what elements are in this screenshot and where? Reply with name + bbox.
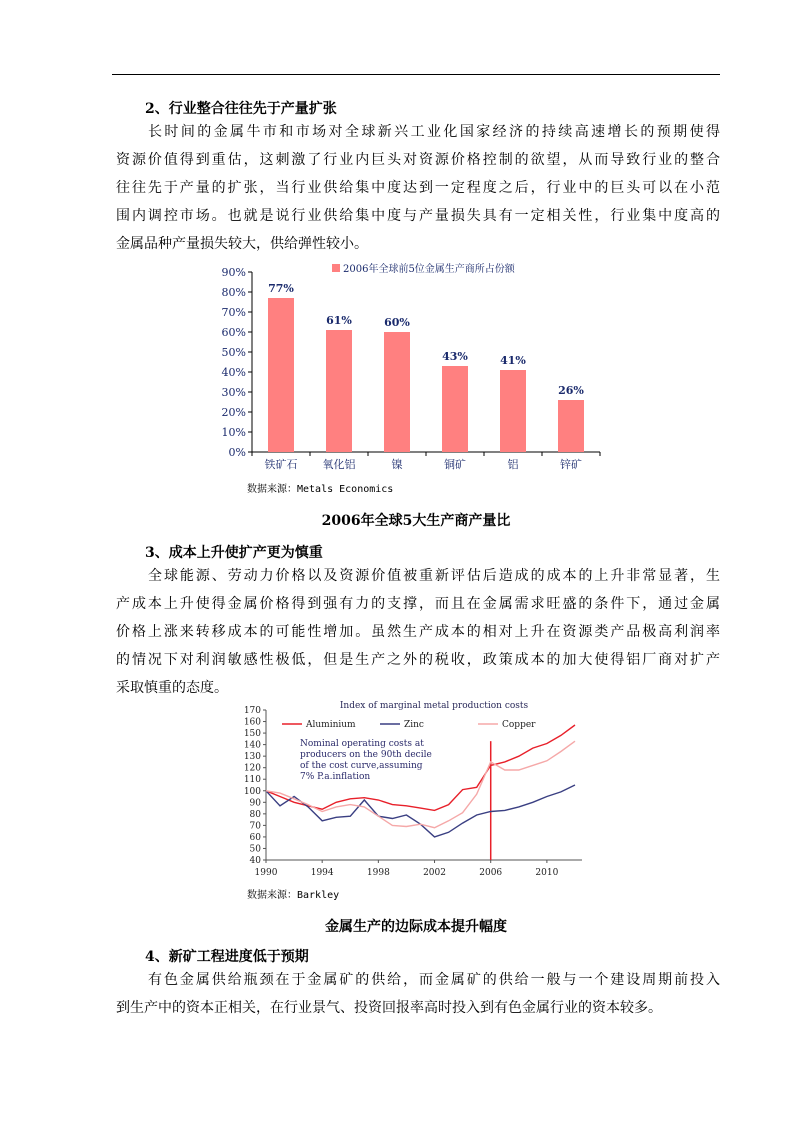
y-tick-label: 40 xyxy=(249,856,261,866)
section-4-paragraph xyxy=(116,966,720,1022)
y-tick-label: 50 xyxy=(249,844,261,855)
x-tick-label: 铁矿石 xyxy=(264,458,298,471)
bar xyxy=(442,366,468,452)
paragraph-line: 全球能源、劳动力价格以及资源价值被重新评估后造成的成本的上升非常显著，生 xyxy=(148,568,720,584)
y-tick-label: 150 xyxy=(243,729,261,740)
legend-swatch xyxy=(332,264,340,272)
y-tick-label: 140 xyxy=(243,740,261,751)
paragraph-line: 价格上涨来转移成本的可能性增加。虽然生产成本的相对上升在资源类产品极高利润率 xyxy=(116,624,720,640)
y-tick-label: 60 xyxy=(249,832,261,843)
x-tick-label: 铝 xyxy=(507,458,519,471)
x-tick-label: 2010 xyxy=(535,868,559,878)
y-tick-label: 60% xyxy=(221,326,246,339)
legend-label: Zinc xyxy=(404,720,424,730)
x-tick-label: 氧化铝 xyxy=(322,458,356,471)
paragraph-line: 有色金属供给瓶颈在于金属矿的供给，而金属矿的供给一般与一个建设周期前投入 xyxy=(148,972,720,988)
line-chart-legend xyxy=(282,720,536,730)
section-4-heading: 4、新矿工程进度低于预期 xyxy=(145,949,309,965)
bar-chart-bars xyxy=(268,282,584,452)
x-tick-label: 1990 xyxy=(254,868,278,878)
bar-data-label: 41% xyxy=(500,354,526,367)
annotation-line: of the cost curve,assuming xyxy=(300,761,423,771)
annotation-line: Nominal operating costs at xyxy=(300,739,424,749)
bar-data-label: 61% xyxy=(326,314,352,327)
y-tick-label: 80 xyxy=(249,809,261,820)
legend-label: 2006年全球前5位金属生产商所占份额 xyxy=(343,264,515,275)
bar xyxy=(500,370,526,452)
x-tick-label: 1998 xyxy=(366,868,390,878)
y-tick-label: 40% xyxy=(221,366,246,379)
bar-data-label: 60% xyxy=(384,316,410,329)
x-tick-label: 镍 xyxy=(391,458,403,471)
line-chart-title: Index of marginal metal production costs xyxy=(339,701,529,711)
x-tick-label: 锌矿 xyxy=(560,458,582,471)
paragraph-line: 围内调控市场。也就是说行业供给集中度与产量损失具有一定相关性，行业集中度高的 xyxy=(116,208,720,224)
section-2-paragraph xyxy=(116,118,720,258)
paragraph-line: 往往先于产量的扩张，当行业供给集中度达到一定程度之后，行业中的巨头可以在小范 xyxy=(116,180,720,196)
bar-data-label: 43% xyxy=(442,350,468,363)
y-tick-label: 70% xyxy=(221,306,246,319)
bar xyxy=(384,332,410,452)
y-tick-label: 80% xyxy=(221,286,246,299)
legend-label: Aluminium xyxy=(306,720,356,730)
bar xyxy=(558,400,584,452)
chart-1-source: 数据来源：Metals Economics xyxy=(247,484,394,495)
chart-1-caption: 2006年全球5大生产商产量比 xyxy=(321,513,511,529)
paragraph-line: 采取慎重的态度。 xyxy=(116,680,228,696)
bar xyxy=(268,298,294,452)
x-tick-label: 铜矿 xyxy=(444,458,466,471)
paragraph-line: 产成本上升使得金属价格得到强有力的支撑，而且在金属需求旺盛的条件下，通过金属 xyxy=(116,596,720,612)
paragraph-line: 金属品种产量损失较大，供给弹性较小。 xyxy=(116,236,368,252)
bar xyxy=(326,330,352,452)
annotation-line: 7% P.a.inflation xyxy=(300,772,371,782)
y-tick-label: 90 xyxy=(249,798,261,809)
annotation-line: producers on the 90th decile xyxy=(300,750,432,760)
x-tick-label: 1994 xyxy=(310,868,334,878)
y-tick-label: 30% xyxy=(221,386,246,399)
paragraph-line: 资源价值得到重估，这刺激了行业内巨头对资源价格控制的欲望，从而导致行业的整合 xyxy=(116,152,720,168)
chart-2-source: 数据来源：Barkley xyxy=(247,890,340,901)
y-tick-label: 0% xyxy=(228,446,246,459)
y-tick-label: 130 xyxy=(243,752,261,763)
y-tick-label: 110 xyxy=(243,775,261,786)
y-tick-label: 70 xyxy=(249,821,261,832)
x-tick-label: 2002 xyxy=(423,868,446,878)
header-rule xyxy=(112,74,720,75)
y-tick-label: 120 xyxy=(243,763,261,774)
y-tick-label: 10% xyxy=(221,426,246,439)
paragraph-line: 的情况下对利润敏感性极低，但是生产之外的税收，政策成本的加大使得铝厂商对扩产 xyxy=(116,652,720,668)
y-tick-label: 90% xyxy=(221,266,246,279)
x-tick-label: 2006 xyxy=(479,868,503,878)
section-3-paragraph xyxy=(116,562,720,702)
paragraph-line: 长时间的金属牛市和市场对全球新兴工业化国家经济的持续高速增长的预期使得 xyxy=(148,124,720,140)
chart-2-caption: 金属生产的边际成本提升幅度 xyxy=(325,919,507,935)
section-3-heading: 3、成本上升使扩产更为慎重 xyxy=(145,545,323,561)
section-2-heading: 2、行业整合往往先于产量扩张 xyxy=(145,101,337,117)
y-tick-label: 100 xyxy=(243,786,261,797)
y-tick-label: 170 xyxy=(243,706,261,716)
bar-chart xyxy=(200,256,620,476)
bar-data-label: 26% xyxy=(558,384,584,397)
y-tick-label: 20% xyxy=(221,406,246,419)
y-tick-label: 50% xyxy=(221,346,246,359)
line-chart xyxy=(232,700,592,880)
bar-chart-legend xyxy=(332,262,516,275)
legend-label: Copper xyxy=(502,720,536,730)
paragraph-line: 到生产中的资本正相关，在行业景气、投资回报率高时投入到有色金属行业的资本较多。 xyxy=(116,1000,662,1016)
series-line-zinc xyxy=(266,785,575,837)
y-tick-label: 160 xyxy=(243,717,261,728)
bar-data-label: 77% xyxy=(268,282,294,295)
